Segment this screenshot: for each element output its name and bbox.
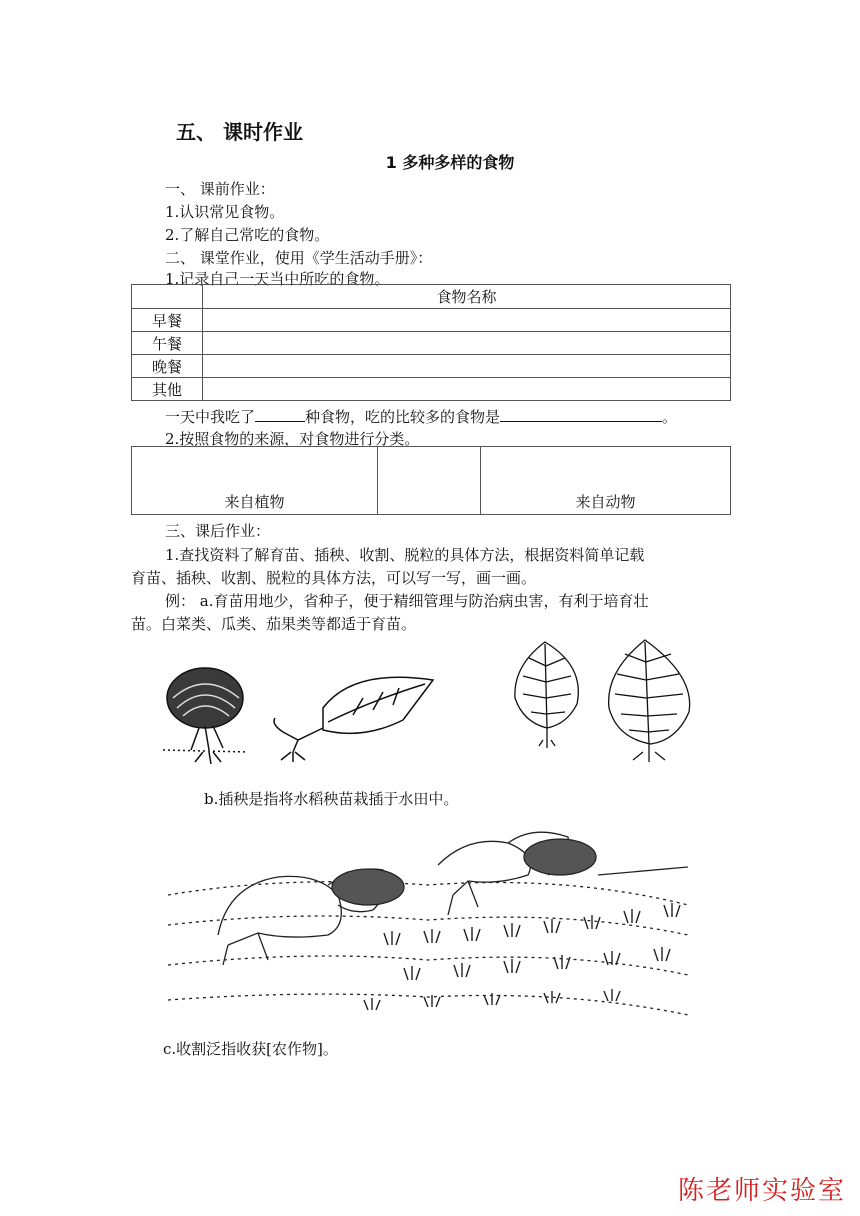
in-class-heading: 二、 课堂作业，使用《学生活动手册》：	[165, 249, 433, 267]
pre-class-item-2: 2.了解自己常吃的食物。	[165, 226, 330, 244]
example-c-text: c.收割泛指收获[农作物]。	[163, 1040, 338, 1058]
seedling-leaves-illustration	[505, 636, 705, 766]
other-cell[interactable]	[203, 378, 731, 401]
most-eaten-blank[interactable]	[500, 407, 662, 422]
watermark-text: 陈老师实验室	[677, 1176, 846, 1206]
rice-transplanting-illustration	[168, 815, 688, 1025]
lunch-cell[interactable]	[203, 332, 731, 355]
row-label-lunch: 午餐	[132, 332, 203, 355]
from-plants-label: 来自植物	[224, 493, 285, 511]
after-class-heading: 三、课后作业：	[165, 522, 271, 540]
from-animals-label: 来自动物	[575, 493, 636, 511]
source-middle-cell[interactable]	[378, 447, 481, 515]
after-class-p1-line2: 育苗、插秧、收割、脱粒的具体方法，可以写一写，画一画。	[131, 569, 537, 587]
section-title: 五、 课时作业	[176, 120, 303, 144]
dinner-cell[interactable]	[203, 355, 731, 378]
sentence-part-a: 一天中我吃了	[165, 408, 256, 426]
food-count-blank[interactable]	[255, 407, 305, 422]
row-label-other: 其他	[132, 378, 203, 401]
from-animals-cell[interactable]	[481, 447, 731, 515]
example-a-line2: 苗。白菜类、瓜类、茄果类等都适于育苗。	[131, 615, 417, 633]
sentence-end: 。	[662, 408, 678, 426]
food-source-table	[131, 446, 731, 515]
lesson-title: 1 多种多样的食物	[385, 153, 515, 172]
food-name-header: 食物名称	[203, 285, 731, 309]
example-b-text: b.插秧是指将水稻秧苗栽插于水田中。	[204, 790, 459, 808]
pre-class-item-1: 1.认识常见食物。	[165, 203, 285, 221]
meal-record-table	[131, 284, 731, 401]
row-label-dinner: 晚餐	[132, 355, 203, 378]
in-class-item-2: 2.按照食物的来源，对食物进行分类。	[165, 430, 420, 448]
breakfast-cell[interactable]	[203, 309, 731, 332]
from-plants-cell[interactable]	[132, 447, 378, 515]
seedling-cabbage-illustration	[163, 660, 448, 770]
example-a-line1: 例： a.育苗用地少，省种子，便于精细管理与防治病虫害，有利于培育壮	[165, 592, 649, 610]
food-count-sentence	[165, 406, 677, 427]
pre-class-heading: 一、 课前作业：	[165, 180, 275, 198]
row-label-breakfast: 早餐	[132, 309, 203, 332]
sentence-part-b: 种食物，吃的比较多的食物是	[305, 408, 501, 426]
in-class-item-1: 1.记录自己一天当中所吃的食物。	[165, 270, 390, 288]
after-class-p1-line1: 1.查找资料了解育苗、插秧、收割、脱粒的具体方法，根据资料简单记载	[165, 546, 645, 564]
